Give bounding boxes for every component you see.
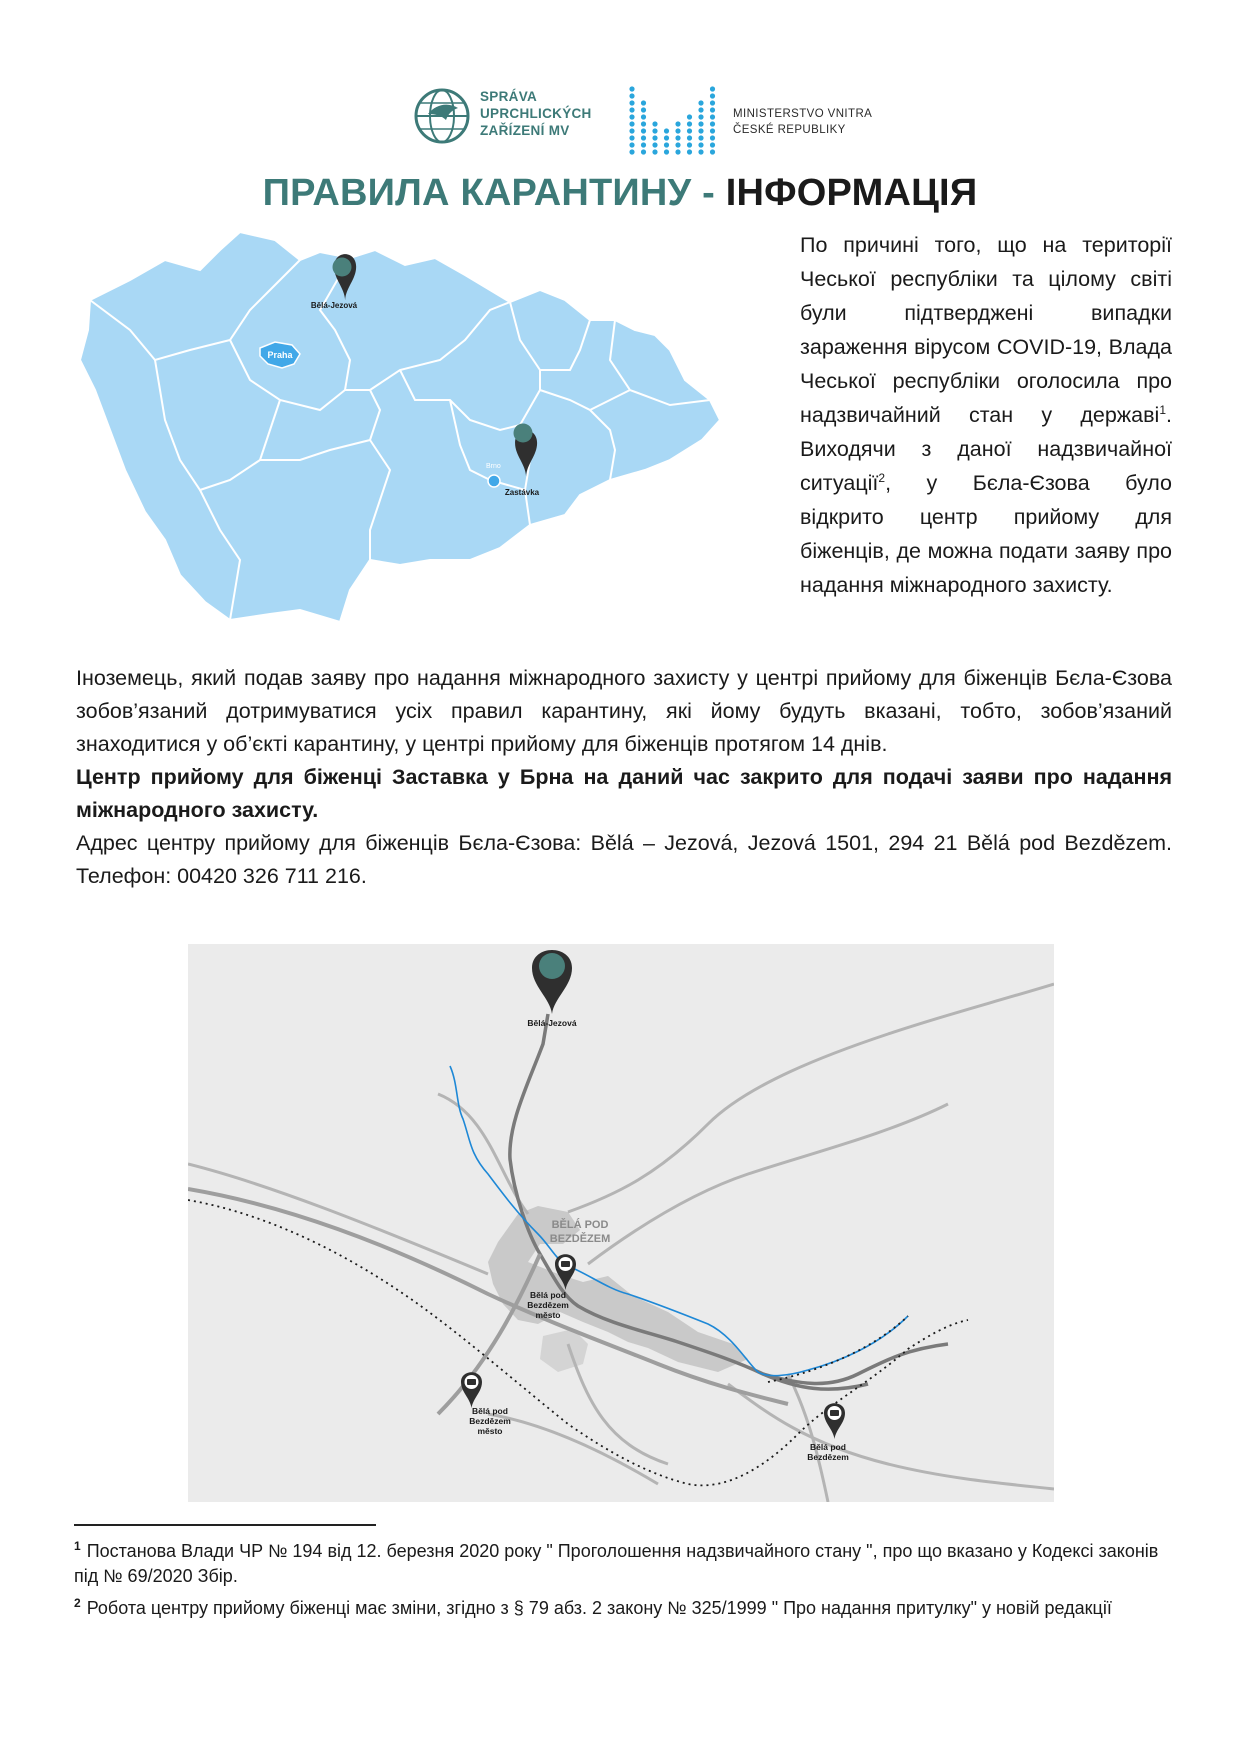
footnote-1 (74, 1534, 1174, 1589)
intro-paragraph (800, 228, 1172, 602)
logo-dot (710, 149, 715, 154)
logo-dot (641, 100, 646, 105)
logo-dot (629, 149, 634, 154)
logo-dot (698, 121, 703, 126)
logo-dot (675, 142, 680, 147)
logo-mv-line2: ČESKÉ REPUBLIKY (733, 124, 846, 136)
footnote-2-number: 2 (74, 1596, 81, 1610)
pin-top-label: Bělá-Jezová (527, 1018, 577, 1028)
logo-dot (710, 142, 715, 147)
local-area-map (188, 944, 1054, 1502)
station2-label-l1: Bělá pod (472, 1406, 508, 1416)
footnote-2-text: Робота центру прийому біженці має зміни, згідно з § 79 абз. 2 закону № 325/1999 " Про надання притулку" у новій редакції (86, 1598, 1112, 1618)
logo-dot (675, 121, 680, 126)
logo-dot (664, 142, 669, 147)
logo-dot (629, 86, 634, 91)
station2-label-l3: město (477, 1426, 503, 1436)
logo-dot (675, 149, 680, 154)
logo-dot (641, 128, 646, 133)
intro-text-a: По причині того, що на території Чеської республіки та цілому світі були підтверджені випадки зараження вірусом COVID-19, Влада Чеської республіки оголосила про надзвичайний стан у державі (800, 233, 1172, 427)
logo-dot (641, 121, 646, 126)
logo-dot (641, 107, 646, 112)
czech-map-land (80, 232, 720, 622)
station2-label-l2: Bezdězem (469, 1416, 511, 1426)
logo-dot (687, 135, 692, 140)
logo-dot (710, 107, 715, 112)
brno-dot (488, 475, 500, 487)
footnote-1-number: 1 (74, 1539, 81, 1553)
title-part2: ІНФОРМАЦІЯ (725, 172, 978, 214)
bela-jezova-label: Bělá-Jezová (310, 301, 358, 310)
logo-dot (652, 135, 657, 140)
logo-dot (710, 114, 715, 119)
logo-dot (641, 149, 646, 154)
title-part1: ПРАВИЛА КАРАНТИНУ - (262, 172, 715, 214)
zastavka-label: Zastávka (504, 488, 540, 497)
logo-dot (698, 128, 703, 133)
logo-dot (687, 121, 692, 126)
logo-dot (664, 128, 669, 133)
footnotes (74, 1534, 1174, 1623)
logo-dot (652, 149, 657, 154)
station1-label-l1: Bělá pod (530, 1290, 566, 1300)
logo-dot (710, 100, 715, 105)
town-label-line2: BEZDĚZEM (549, 1233, 611, 1245)
logo-dot (664, 135, 669, 140)
logo-dot (675, 128, 680, 133)
logo-dot (641, 135, 646, 140)
logo-dot (710, 128, 715, 133)
logo-dot (698, 149, 703, 154)
praha-label: Praha (267, 350, 293, 360)
logo-suz-line3: ZAŘÍZENÍ MV (480, 123, 570, 138)
logo-dot (652, 128, 657, 133)
logo-dot (629, 114, 634, 119)
globe-bird-icon (412, 84, 472, 148)
station1-label-l2: Bezdězem (527, 1300, 569, 1310)
logo-dot (641, 142, 646, 147)
logo-dot (652, 142, 657, 147)
logo-dot (629, 107, 634, 112)
logo-dot (629, 135, 634, 140)
intro-text-b: . Виходячи з даної надзвичайної ситуації (800, 403, 1172, 495)
footnote-ref-2: 2 (878, 470, 886, 485)
logo-dot (687, 149, 692, 154)
footnote-ref-1: 1 (1159, 402, 1167, 417)
logo-dot (629, 93, 634, 98)
logo-dot (687, 114, 692, 119)
logo-dot (629, 121, 634, 126)
ministry-logo (627, 80, 887, 156)
logo-dot (710, 121, 715, 126)
logo-dot (664, 149, 669, 154)
footnote-2 (74, 1591, 1174, 1621)
logo-dot (698, 107, 703, 112)
body-text (76, 662, 1172, 893)
logo-dot (698, 135, 703, 140)
logo-dot (698, 142, 703, 147)
logo-dot (641, 114, 646, 119)
logo-dot (687, 142, 692, 147)
body-paragraph-bold: Центр прийому для біженці Заставка у Брна на даний час закрито для подачі заяви про надання міжнародного захисту. (76, 765, 1172, 822)
logo-suz-line1: SPRÁVA (480, 89, 538, 104)
station3-label-l1: Bělá pod (810, 1442, 846, 1452)
logo-dot (710, 135, 715, 140)
logo-dot (629, 128, 634, 133)
footnote-1-text: Постанова Влади ЧР № 194 від 12. березня 2020 року " Проголошення надзвичайного стану ", про що вказано у Кодексі законів під № 69/2020 Збір. (74, 1541, 1159, 1586)
logo-suz-line2: UPRCHLICKÝCH (480, 106, 592, 121)
town-label-line1: BĚLÁ POD (551, 1219, 609, 1231)
logo-dot (710, 93, 715, 98)
logo-dot (698, 100, 703, 105)
suz-logo (412, 82, 612, 152)
logo-dot (629, 100, 634, 105)
page-title (0, 172, 1240, 215)
body-paragraph-1: Іноземець, який подав заяву про надання міжнародного захисту у центрі прийому для біженців Бєла-Єзова зобов’язаний дотримуватися усіх правил карантину, які йому будуть вказані, тобто, зобов’язаний знаходитися у об’єкті карантину, у центрі прийому для біженців протягом 14 днів. (76, 666, 1172, 756)
logo-dot (698, 114, 703, 119)
logo-dot (629, 142, 634, 147)
station3-label-l2: Bezdězem (807, 1452, 849, 1462)
logo-dot (687, 128, 692, 133)
czech-republic-map (70, 230, 782, 630)
body-paragraph-address: Адрес центру прийому для біженців Бєла-Єзова: Bělá – Jezová, Jezová 1501, 294 21 Bělá pod Bezdězem. Телефон: 00420 326 711 216. (76, 831, 1172, 888)
station1-label-l3: město (535, 1310, 561, 1320)
logo-dot (675, 135, 680, 140)
brno-label: Brno (486, 463, 501, 470)
ministry-dots-icon (627, 80, 723, 156)
logo-dot (652, 121, 657, 126)
footnote-divider (74, 1524, 376, 1526)
logo-mv-line1: MINISTERSTVO VNITRA (733, 108, 873, 120)
intro-text-c: , у Бєла-Єзова було відкрито центр прийому для біженців, де можна подати заяву про надання міжнародного захисту. (800, 471, 1172, 597)
logo-dot (710, 86, 715, 91)
